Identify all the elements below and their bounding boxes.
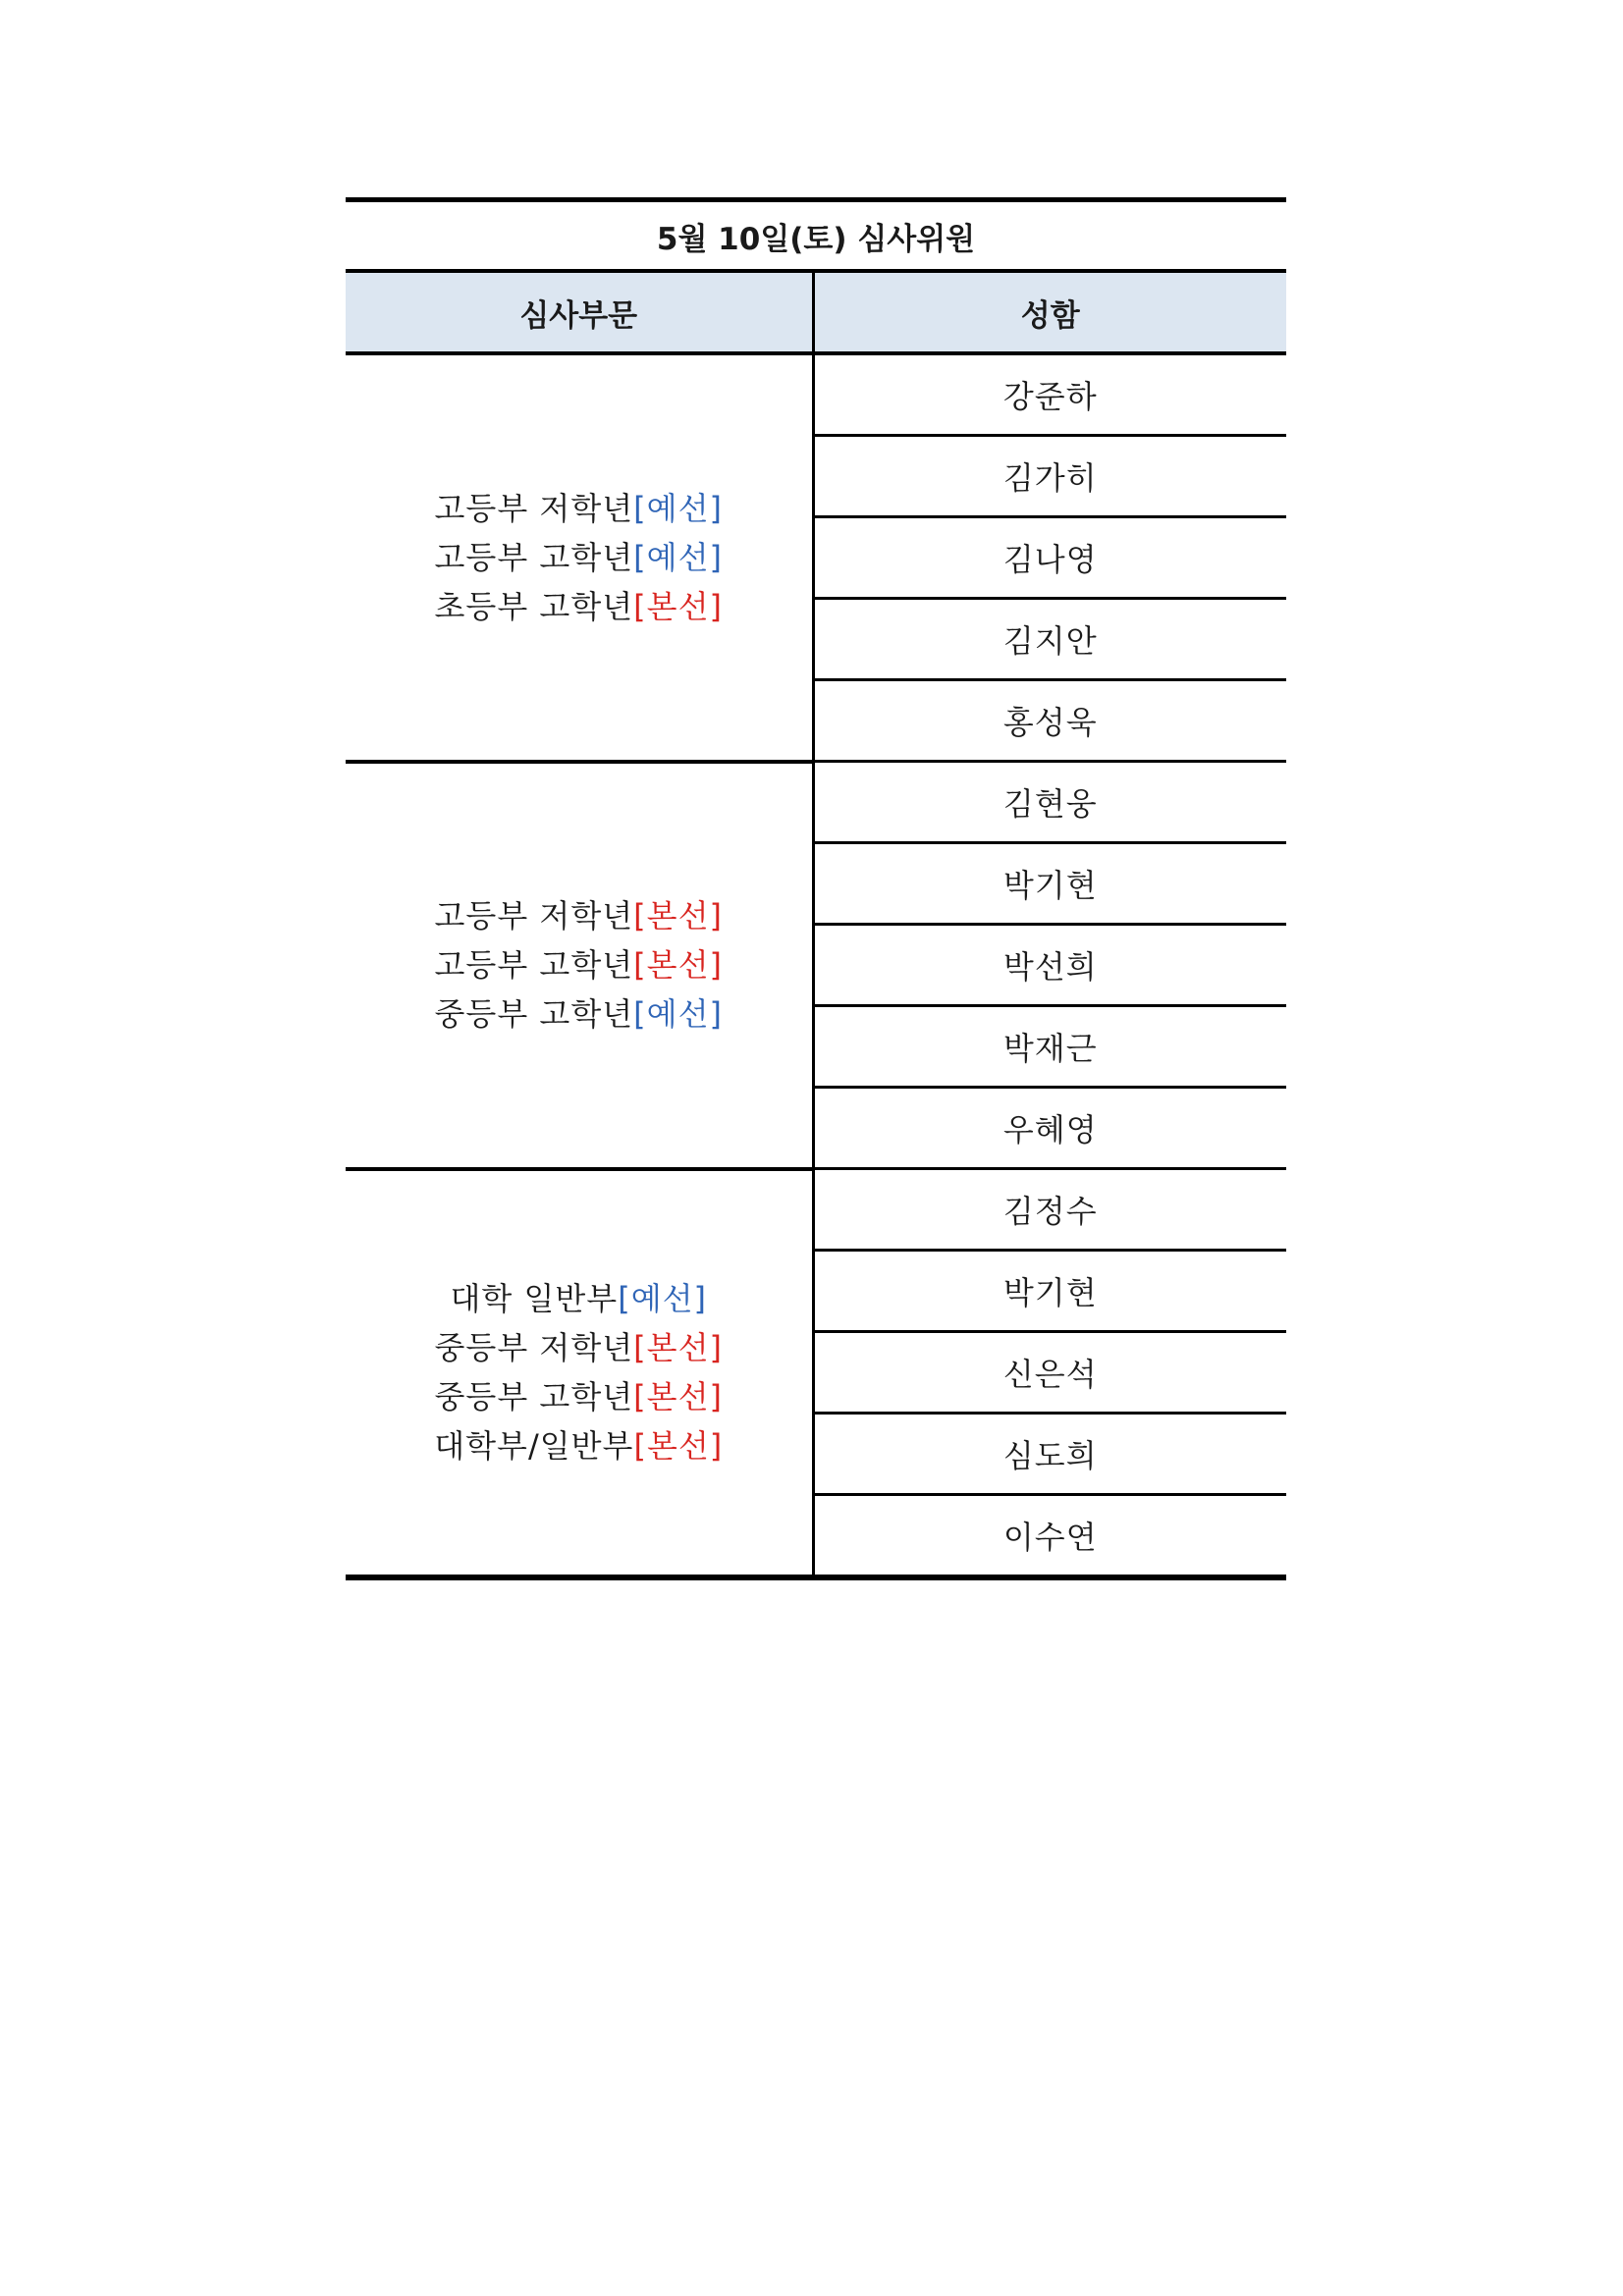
judge-name: 박기현: [813, 843, 1286, 925]
category-line: [346, 891, 812, 940]
stage-final-badge: [본선]: [633, 897, 723, 934]
category-division: 대학부/일반부: [434, 1427, 634, 1466]
judge-row: [346, 1169, 1286, 1251]
judge-name: 박기현: [813, 1251, 1286, 1332]
header-name: 성함: [813, 271, 1286, 353]
category-line: [346, 940, 812, 989]
category-line: [346, 1323, 812, 1372]
category-line: [346, 1274, 812, 1323]
judge-name: 홍성욱: [813, 680, 1286, 762]
judge-name: 김지안: [813, 599, 1286, 680]
judge-name: 박선희: [813, 925, 1286, 1006]
category-division: 고등부 고학년: [434, 946, 634, 984]
category-division: 중등부 저학년: [434, 1329, 634, 1367]
judge-row: [346, 762, 1286, 843]
stage-prelim-badge: [예선]: [633, 995, 723, 1033]
category-division: 고등부 저학년: [434, 897, 634, 934]
judge-name: 우혜영: [813, 1088, 1286, 1169]
category-line: [346, 1421, 812, 1470]
stage-final-badge: [본선]: [633, 1378, 723, 1416]
stage-prelim-badge: [예선]: [633, 538, 723, 576]
judge-name: 김가히: [813, 436, 1286, 517]
judge-row: [346, 353, 1286, 436]
header-row: [346, 271, 1286, 353]
category-division: 초등부 고학년: [434, 587, 634, 625]
category-cell: [346, 1169, 813, 1578]
stage-prelim-badge: [예선]: [633, 489, 723, 527]
category-cell: [346, 762, 813, 1169]
category-cell: [346, 353, 813, 762]
title-row: [346, 200, 1286, 272]
stage-final-badge: [본선]: [633, 1329, 723, 1367]
judge-name: 강준하: [813, 353, 1286, 436]
category-line: [346, 582, 812, 631]
stage-final-badge: [본선]: [633, 1427, 724, 1466]
table-title: 5월 10일(토) 심사위원: [346, 200, 1286, 272]
stage-prelim-badge: [예선]: [618, 1280, 708, 1318]
category-division: 고등부 저학년: [434, 489, 634, 527]
stage-final-badge: [본선]: [633, 946, 723, 984]
header-category: 심사부문: [346, 271, 813, 353]
category-division: 고등부 고학년: [434, 538, 634, 576]
judges-table: [346, 197, 1286, 1580]
judge-name: 김나영: [813, 517, 1286, 599]
judge-name: 심도희: [813, 1414, 1286, 1495]
category-division: 중등부 고학년: [434, 995, 634, 1033]
judge-name: 김정수: [813, 1169, 1286, 1251]
category-line: [346, 989, 812, 1039]
judge-name: 박재근: [813, 1006, 1286, 1088]
judge-name: 신은석: [813, 1332, 1286, 1414]
category-line: [346, 484, 812, 533]
category-line: [346, 1372, 812, 1421]
category-line: [346, 533, 812, 582]
stage-final-badge: [본선]: [633, 587, 723, 625]
category-division: 중등부 고학년: [434, 1378, 634, 1416]
category-division: 대학 일반부: [450, 1280, 619, 1318]
judge-name: 이수연: [813, 1495, 1286, 1578]
judge-name: 김현웅: [813, 762, 1286, 843]
